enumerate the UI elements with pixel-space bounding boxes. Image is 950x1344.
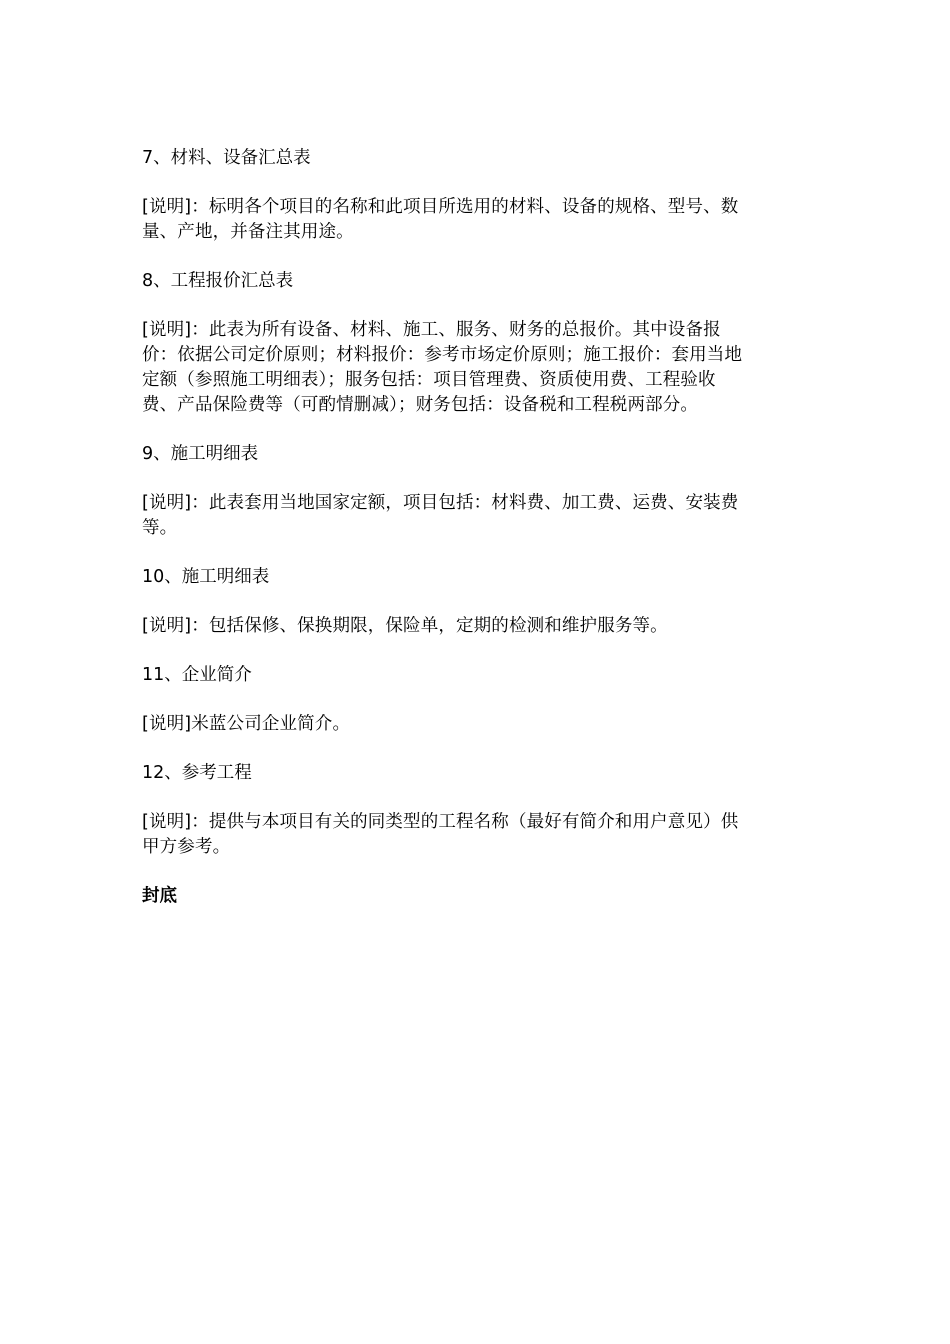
note-line: [说明]：标明各个项目的名称和此项目所选用的材料、设备的规格、型号、数	[142, 197, 739, 217]
back-cover-heading: 封底	[142, 886, 177, 906]
section-heading-9: 9、施工明细表	[142, 444, 259, 464]
note-line: 甲方参考。	[142, 837, 231, 857]
note-line: 费、产品保险费等（可酌情删减）；财务包括：设备税和工程税两部分。	[142, 395, 699, 415]
section-heading-12: 12、参考工程	[142, 763, 252, 783]
section-heading-7: 7、材料、设备汇总表	[142, 148, 311, 168]
section-note-9	[142, 491, 797, 541]
note-line: [说明]：包括保修、保换期限，保险单，定期的检测和维护服务等。	[142, 616, 668, 636]
note-line: 定额（参照施工明细表）；服务包括：项目管理费、资质使用费、工程验收	[142, 370, 716, 390]
note-line: [说明]米蓝公司企业简介。	[142, 714, 351, 734]
note-line: 量、产地，并备注其用途。	[142, 222, 354, 242]
section-note-12	[142, 810, 797, 860]
section-heading-10: 10、施工明细表	[142, 567, 270, 587]
document-page	[142, 146, 797, 933]
note-line: [说明]：此表套用当地国家定额，项目包括：材料费、加工费、运费、安装费	[142, 493, 739, 513]
section-heading-8: 8、工程报价汇总表	[142, 271, 294, 291]
note-line: [说明]：此表为所有设备、材料、施工、服务、财务的总报价。其中设备报	[142, 320, 721, 340]
section-note-10	[142, 614, 797, 639]
section-note-8	[142, 318, 797, 418]
note-line: 价：依据公司定价原则；材料报价：参考市场定价原则；施工报价：套用当地	[142, 345, 743, 365]
section-note-7	[142, 195, 797, 245]
note-line: [说明]：提供与本项目有关的同类型的工程名称（最好有简介和用户意见）供	[142, 812, 739, 832]
section-heading-11: 11、企业简介	[142, 665, 252, 685]
note-line: 等。	[142, 518, 178, 538]
section-note-11	[142, 712, 797, 737]
